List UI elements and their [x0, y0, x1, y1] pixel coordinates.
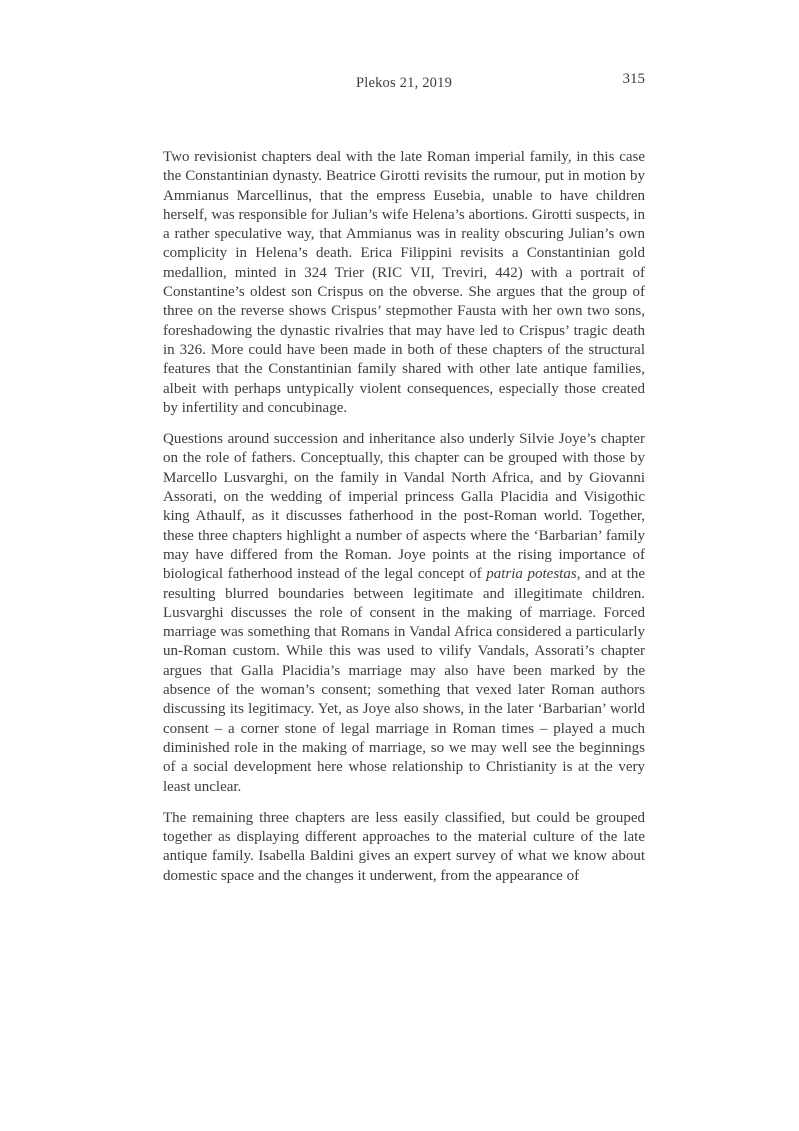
page-header	[163, 71, 645, 91]
paragraph-3	[163, 809, 645, 886]
page-number: 315	[622, 71, 645, 87]
paragraph-3-text: The remaining three chapters are less easily classified, but could be grouped together as displaying different approaches to the material culture of the late antique family. Isabella Baldini gives an expert survey of what we know about domestic space and the changes it underwent, from the appearance of	[163, 809, 645, 884]
paragraph-2-text-post: , and at the resulting blurred boundaries between legitimate and illegitimate children. Lusvarghi discusses the role of consent in the making of marriage. Forced marriage was something that Romans in Vandal Africa considered a particularly un-Roman custom. While this was used to vilify Vandals, Assorati’s chapter argues that Galla Placidia’s marriage may also have been marked by the absence of the woman’s consent; something that vexed later Roman authors discussing its legitimacy. Yet, as Joye also shows, in the later ‘Barbarian’ world consent – a corner stone of legal marriage in Roman times – played a much diminished role in the making of marriage, so we may well see the beginnings of a social development here whose relationship to Christianity is at the very least unclear.	[163, 566, 646, 795]
body-text	[163, 148, 645, 886]
paragraph-1-text: Two revisionist chapters deal with the late Roman imperial family, in this case the Constantinian dynasty. Beatrice Girotti revisits the rumour, put in motion by Ammianus Marcellinus, that the empress Eusebia, unable to have children herself, was responsible for Julian’s wife Helena’s abortions. Girotti suspects, in a rather speculative way, that Ammianus was in reality obscuring Julian’s own complicity in Helena’s death. Erica Filippini revisits a Constantinian gold medallion, minted in 324 Trier (RIC VII, Treviri, 442) with a portrait of Constantine’s oldest son Crispus on the obverse. She argues that the group of three on the reverse shows Crispus’ stepmother Fausta with her own two sons, foreshadowing the dynastic rivalries that may have led to Crispus’ tragic death in 326. More could have been made in both of these chapters of the structural features that the Constantinian family shared with other late antique families, albeit with perhaps untypically violent consequences, especially those created by infertility and concubinage.	[163, 149, 645, 416]
latin-term-italic: patria potestas	[486, 566, 577, 583]
paragraph-1	[163, 148, 645, 418]
paragraph-2	[163, 430, 645, 797]
journal-title: Plekos 21, 2019	[355, 75, 453, 91]
paragraph-2-text-pre: Questions around succession and inheritance also underly Silvie Joye’s chapter on the role of fathers. Conceptually, this chapter can be grouped with those by Marcello Lusvarghi, on the family in Vandal North Africa, and by Giovanni Assorati, on the wedding of imperial princess Galla Placidia and Visigothic king Athaulf, as it discusses fatherhood in the post-Roman world. Together, these three chapters highlight a number of aspects where the ‘Barbarian’ family may have differed from the Roman. Joye points at the rising importance of biological fatherhood instead of the legal concept of	[163, 431, 645, 583]
